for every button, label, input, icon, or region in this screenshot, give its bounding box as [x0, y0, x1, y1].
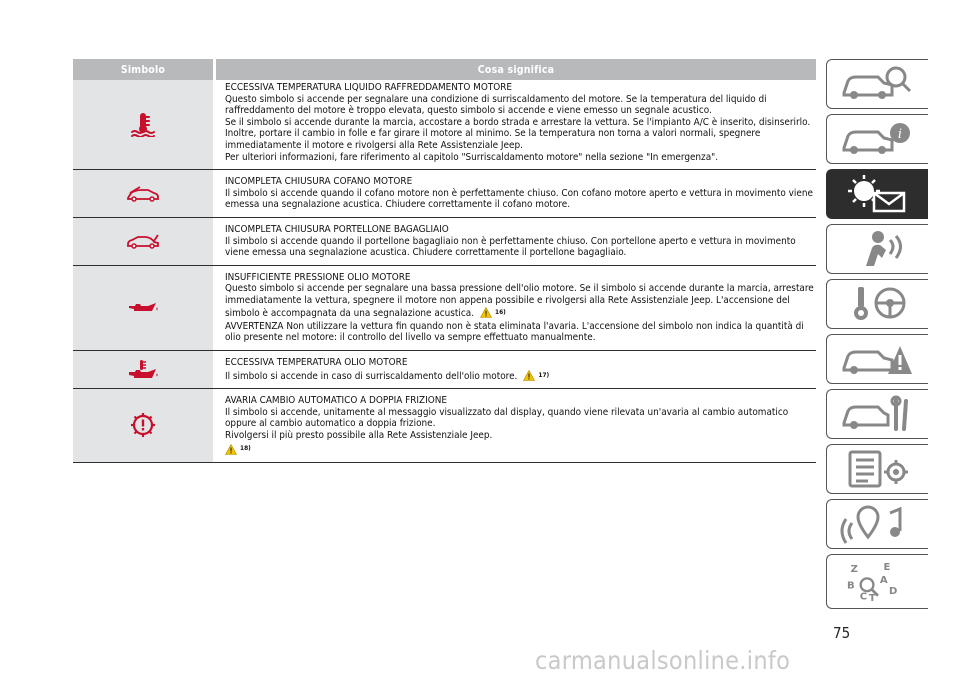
description-cell: [216, 218, 816, 265]
index-letter: Z: [850, 563, 858, 575]
tab-multimedia[interactable]: [826, 499, 928, 549]
row-title: INCOMPLETA CHIUSURA COFANO MOTORE: [225, 176, 413, 188]
description-cell: [216, 389, 816, 462]
caution-triangle-icon: [480, 307, 492, 318]
document-gear-icon: [838, 448, 918, 490]
table-row: [73, 170, 816, 218]
header-symbol: Simbolo: [73, 59, 213, 80]
row-text: [225, 370, 816, 382]
car-tools-icon: [838, 393, 918, 435]
cross-reference[interactable]: [523, 370, 549, 382]
table-row: [73, 266, 816, 351]
index-letter: T: [868, 592, 876, 603]
key-steering-icon: [838, 283, 918, 325]
page-number: 75: [833, 624, 851, 642]
tab-car-search[interactable]: [826, 59, 928, 109]
row-text: Il simbolo si accende, unitamente al messaggio visualizzato dal display, quando viene rilevata un'avaria al cambio automatico oppure al cambio automatico a doppia frizione.: [225, 406, 789, 430]
hood-open-icon: [126, 186, 160, 202]
symbol-cell: [73, 389, 213, 462]
caution-triangle-icon: [225, 444, 237, 455]
row-title: INSUFFICIENTE PRESSIONE OLIO MOTORE: [225, 271, 411, 283]
table-header: [73, 59, 816, 80]
gearbox-fault-icon: [129, 411, 157, 439]
warning-lights-icon: [838, 173, 918, 215]
oil-temperature-icon: [126, 359, 160, 381]
tab-technical-data[interactable]: [826, 444, 928, 494]
description-cell: [216, 80, 816, 169]
coolant-temperature-icon: [130, 113, 156, 137]
oil-pressure-icon: [126, 300, 160, 316]
row-title: INCOMPLETA CHIUSURA PORTELLONE BAGAGLIAIO: [225, 223, 449, 235]
tab-maintenance[interactable]: [826, 389, 928, 439]
symbol-cell: [73, 218, 213, 265]
caution-triangle-icon: [523, 370, 535, 381]
row-text: Rivolgersi il più presto possibile alla Rete Assistenziale Jeep.: [225, 429, 493, 441]
row-title: ECCESSIVA TEMPERATURA LIQUIDO RAFFREDDAMENTO MOTORE: [225, 82, 513, 93]
watermark: carmanualsonline.info: [535, 646, 791, 675]
table-row: [73, 218, 816, 266]
symbol-cell: [73, 170, 213, 217]
table-row: [73, 351, 816, 389]
row-text-content: Questo simbolo si accende per segnalare una bassa pressione dell'olio motore. Se il simbolo si accende durante la marcia, arrestare immediatamente la vettura, spegnere il motore non appena possibile e rivolgersi alla Rete Assistenziale Jeep. L'accensione del simbolo è accompagnata da una segnalazione acustica.: [225, 283, 814, 319]
cross-reference[interactable]: [480, 307, 506, 319]
row-text: Il simbolo si accende quando il portellone bagagliaio non è perfettamente chiuso. Con portellone aperto e vettura in movimento viene emessa una segnalazione acustica. Chiudere correttamente il portellone bagagliaio.: [225, 235, 796, 259]
tab-safety[interactable]: [826, 224, 928, 274]
index-letter: E: [882, 561, 890, 573]
row-text: Questo simbolo si accende per segnalare una condizione di surriscaldamento del motore. Se la temperatura del liquido di raffreddamento del motore è troppo elevata, questo simbolo si accende e viene emesso un segnale acustico.: [225, 93, 767, 117]
description-cell: [216, 266, 816, 350]
tailgate-open-icon: [126, 233, 160, 249]
tab-warning-lights[interactable]: [826, 169, 928, 219]
svg-text:i: i: [897, 127, 902, 142]
warning-lights-table: [73, 59, 816, 463]
reference-number: 16): [495, 307, 506, 316]
table-row: [73, 389, 816, 463]
car-info-icon: [838, 118, 918, 160]
description-cell: [216, 351, 816, 388]
symbol-cell: [73, 266, 213, 350]
reference-number: 18): [240, 444, 251, 453]
description-cell: [216, 170, 816, 217]
row-text: [225, 443, 816, 455]
tab-emergency[interactable]: [826, 334, 928, 384]
symbol-cell: [73, 351, 213, 388]
reference-number: 17): [538, 370, 550, 379]
car-crash-icon: [838, 338, 918, 380]
tab-index[interactable]: [826, 554, 928, 609]
row-text: AVVERTENZA Non utilizzare la vettura fin quando non è stata eliminata l'avaria. L'accensione del simbolo non indica la quantità di olio presente nel motore: il controllo del livello va sempre effettuato manualmente.: [225, 320, 804, 344]
index-letter: D: [888, 585, 897, 597]
row-text: Se il simbolo si accende durante la marcia, accostare a bordo strada e arrestare la vettura. Se l'impianto A/C è inserito, disinserirlo. Inoltre, portare il cambio in folle e far girare il motore al minimo. Se la temperatura non torna a valori normali, spegnere immediatamente il motore e rivolgersi alla Rete Assistenziale Jeep.: [225, 116, 811, 151]
music-location-icon: [838, 503, 918, 545]
index-letter: B: [846, 579, 855, 591]
alphabet-index-icon: [838, 561, 918, 603]
row-text: [225, 283, 816, 319]
airbag-person-icon: [838, 228, 918, 270]
index-letter: A: [879, 574, 888, 586]
symbol-cell: [73, 80, 213, 169]
index-letter: C: [859, 590, 867, 602]
car-search-icon: [838, 63, 918, 105]
tab-car-info[interactable]: [826, 114, 928, 164]
row-title: ECCESSIVA TEMPERATURA OLIO MOTORE: [225, 357, 408, 369]
tab-starting-driving[interactable]: [826, 279, 928, 329]
header-meaning: Cosa significa: [216, 59, 816, 80]
table-row: [73, 80, 816, 170]
row-text-content: Il simbolo si accende in caso di surriscaldamento dell'olio motore.: [225, 370, 518, 382]
row-text: Per ulteriori informazioni, fare riferimento al capitolo "Surriscaldamento motore" nella sezione "In emergenza".: [225, 151, 719, 163]
cross-reference[interactable]: [225, 443, 251, 455]
row-title: AVARIA CAMBIO AUTOMATICO A DOPPIA FRIZIONE: [225, 395, 447, 407]
row-text: Il simbolo si accende quando il cofano motore non è perfettamente chiuso. Con cofano motore aperto e vettura in movimento viene emessa una segnalazione acustica. Chiudere correttamente il cofano motore.: [225, 187, 813, 211]
